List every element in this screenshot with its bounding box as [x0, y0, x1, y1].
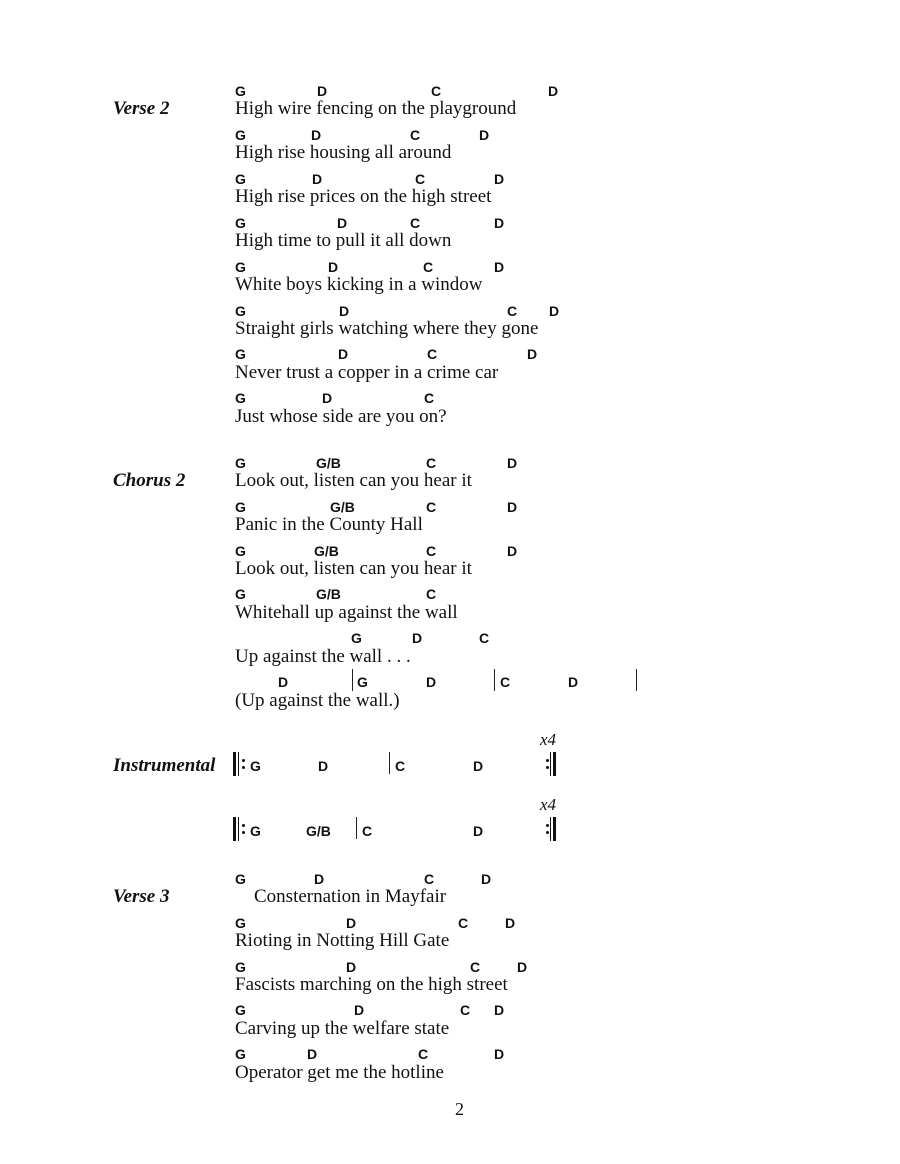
- lyric-line: Look out, listen can you hear it: [235, 558, 472, 579]
- chord: C: [426, 455, 437, 471]
- chord: G: [235, 543, 246, 559]
- chord: D: [314, 871, 325, 887]
- lyric-line: Up against the wall . . .: [235, 646, 411, 667]
- chord: G: [235, 455, 246, 471]
- chord: D: [322, 390, 333, 406]
- chord: D: [494, 1046, 505, 1062]
- chord: C: [410, 215, 421, 231]
- chord: D: [548, 83, 559, 99]
- bar-line: [636, 669, 637, 691]
- repeat-count: x4: [540, 730, 557, 749]
- chord: C: [507, 303, 518, 319]
- lyric-line: Panic in the County Hall: [235, 514, 423, 535]
- lyric-line: Look out, listen can you hear it: [235, 470, 472, 491]
- section-label-chorus-2: Chorus 2: [113, 470, 186, 491]
- chord: C: [423, 259, 434, 275]
- chord: C: [424, 390, 435, 406]
- chord: G: [235, 871, 246, 887]
- chord: G: [235, 259, 246, 275]
- chord: D: [568, 674, 579, 690]
- chord: G: [235, 215, 246, 231]
- chord: G: [235, 303, 246, 319]
- bar-line: [494, 669, 495, 691]
- chord: C: [395, 758, 406, 774]
- lyric-line: Operator get me the hotline: [235, 1062, 444, 1083]
- bar-line: [389, 752, 390, 774]
- chord: G: [235, 959, 246, 975]
- chord: G: [351, 630, 362, 646]
- chord: D: [426, 674, 437, 690]
- chord: G: [235, 586, 246, 602]
- chord: D: [505, 915, 516, 931]
- chord: G/B: [316, 455, 341, 471]
- chord: D: [473, 823, 484, 839]
- chord: D: [507, 499, 518, 515]
- chord: D: [312, 171, 323, 187]
- repeat-start-sign: [233, 817, 247, 841]
- chord: C: [362, 823, 373, 839]
- bar-line: [356, 817, 357, 839]
- chord: C: [460, 1002, 471, 1018]
- chord: D: [473, 758, 484, 774]
- chord: C: [426, 586, 437, 602]
- chord: D: [278, 674, 289, 690]
- section-label-instrumental: Instrumental: [113, 755, 216, 776]
- chord: G: [250, 823, 261, 839]
- chord: D: [346, 959, 357, 975]
- chord: C: [426, 543, 437, 559]
- page-number: 2: [455, 1099, 464, 1119]
- chord: D: [317, 83, 328, 99]
- chord: G: [235, 390, 246, 406]
- chord: D: [507, 455, 518, 471]
- chord: C: [415, 171, 426, 187]
- chord: D: [318, 758, 329, 774]
- chord: D: [494, 215, 505, 231]
- chord: D: [494, 171, 505, 187]
- chord: G: [235, 346, 246, 362]
- chord: D: [311, 127, 322, 143]
- bar-line: [352, 669, 353, 691]
- chord: C: [431, 83, 442, 99]
- chord: D: [339, 303, 350, 319]
- lyric-line: (Up against the wall.): [235, 690, 400, 711]
- chord: D: [549, 303, 560, 319]
- chord: D: [494, 259, 505, 275]
- chord: D: [338, 346, 349, 362]
- chord: C: [458, 915, 469, 931]
- chord: G/B: [316, 586, 341, 602]
- chord: G: [235, 171, 246, 187]
- chord: C: [424, 871, 435, 887]
- lyric-line: High time to pull it all down: [235, 230, 452, 251]
- lyric-line: High wire fencing on the playground: [235, 98, 517, 119]
- chord: D: [494, 1002, 505, 1018]
- lyric-line: High rise housing all around: [235, 142, 452, 163]
- lyric-line: Straight girls watching where they gone: [235, 318, 539, 339]
- chord: G/B: [306, 823, 331, 839]
- chord: D: [527, 346, 538, 362]
- chord: D: [517, 959, 528, 975]
- chord: D: [479, 127, 490, 143]
- chord: G: [235, 915, 246, 931]
- repeat-start-sign: [233, 752, 247, 776]
- lyric-line: Fascists marching on the high street: [235, 974, 508, 995]
- chord: D: [354, 1002, 365, 1018]
- chord: D: [328, 259, 339, 275]
- repeat-end-sign: [545, 817, 559, 841]
- chord: C: [418, 1046, 429, 1062]
- chord: C: [470, 959, 481, 975]
- lyric-line: Consternation in Mayfair: [254, 886, 447, 907]
- chord: C: [426, 499, 437, 515]
- chord: G: [235, 83, 246, 99]
- chord: C: [410, 127, 421, 143]
- chord: D: [507, 543, 518, 559]
- chord: G: [357, 674, 368, 690]
- chord: D: [481, 871, 492, 887]
- chord: C: [500, 674, 511, 690]
- chord: G: [235, 127, 246, 143]
- repeat-end-sign: [545, 752, 559, 776]
- lyric-line: High rise prices on the high street: [235, 186, 492, 207]
- chord: C: [479, 630, 490, 646]
- chord: G: [250, 758, 261, 774]
- chord: D: [337, 215, 348, 231]
- lyric-line: Never trust a copper in a crime car: [235, 362, 499, 383]
- lyric-line: Just whose side are you on?: [235, 406, 447, 427]
- chord: G/B: [330, 499, 355, 515]
- lyric-line: Whitehall up against the wall: [235, 602, 458, 623]
- chord: D: [346, 915, 357, 931]
- section-label-verse-2: Verse 2: [113, 98, 170, 119]
- lyric-line: White boys kicking in a window: [235, 274, 483, 295]
- chord: G: [235, 1046, 246, 1062]
- chord: D: [307, 1046, 318, 1062]
- chord: G: [235, 499, 246, 515]
- lyric-line: Carving up the welfare state: [235, 1018, 450, 1039]
- lyric-line: Rioting in Notting Hill Gate: [235, 930, 450, 951]
- chord: G: [235, 1002, 246, 1018]
- repeat-count: x4: [540, 795, 557, 814]
- chord: D: [412, 630, 423, 646]
- section-label-verse-3: Verse 3: [113, 886, 170, 907]
- chord: G/B: [314, 543, 339, 559]
- chord: C: [427, 346, 438, 362]
